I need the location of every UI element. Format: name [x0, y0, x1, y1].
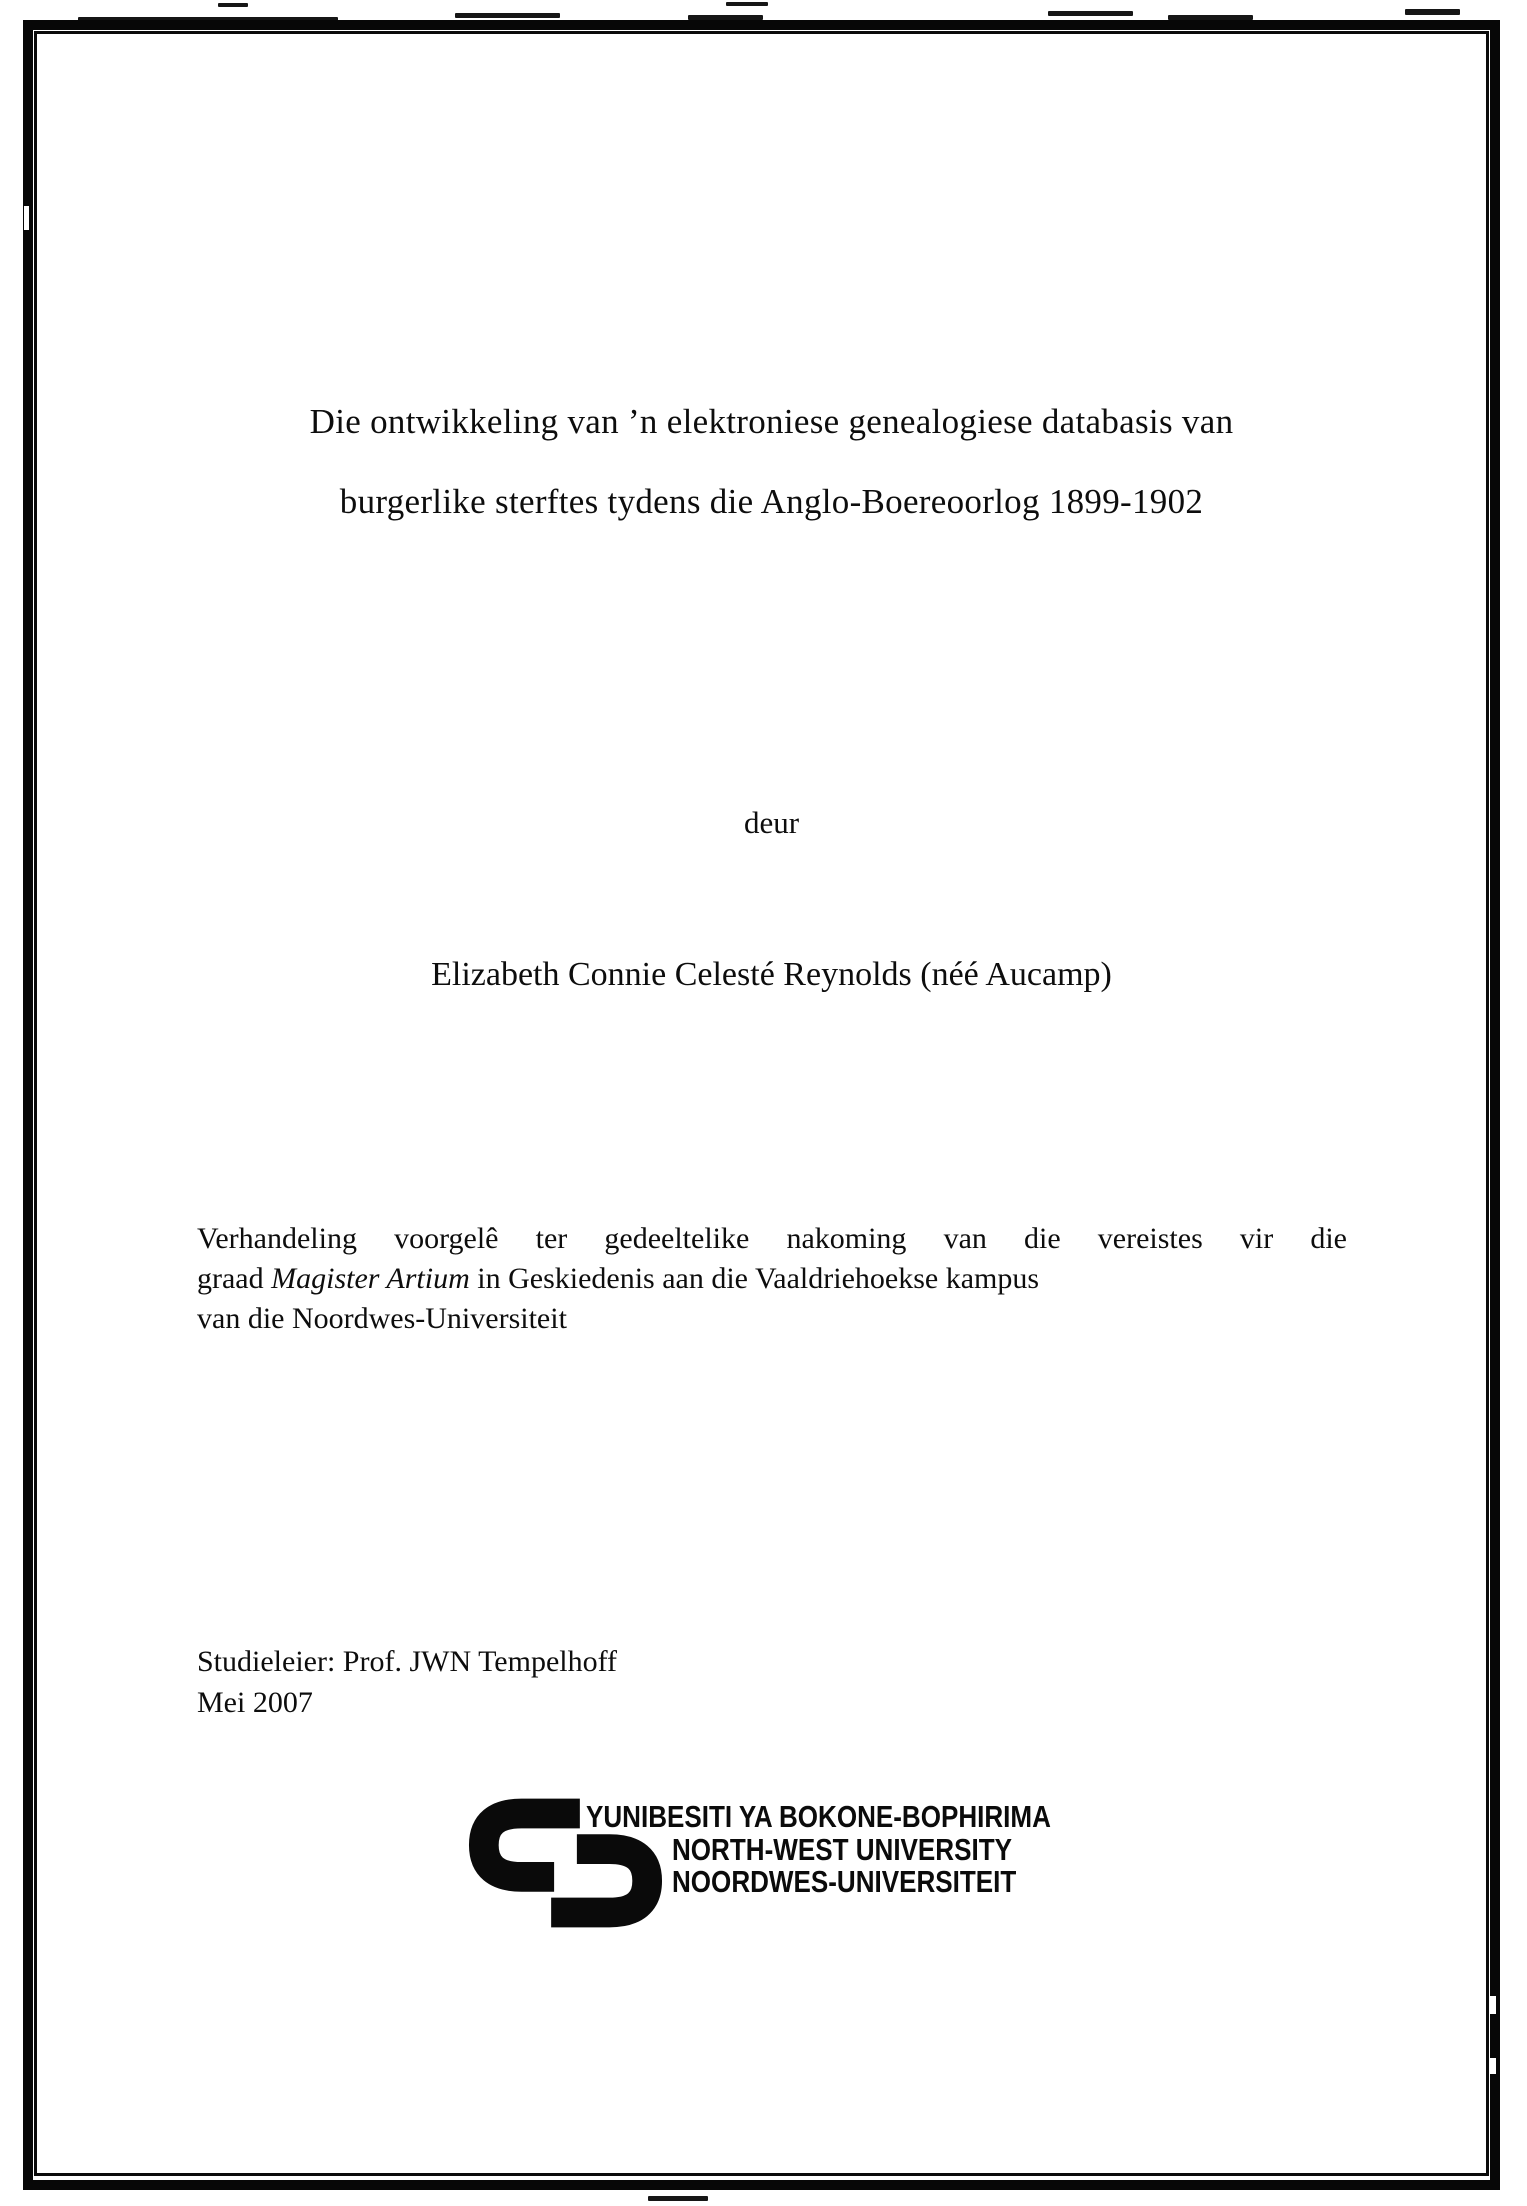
thesis-title-line-2: burgerlike sterftes tydens die Anglo-Boereoorlog 1899-1902 [339, 482, 1204, 521]
scan-artifact [24, 206, 29, 230]
supervisor-block [197, 1641, 617, 1723]
author-name: Elizabeth Connie Celesté Reynolds (néé Aucamp) [431, 956, 1112, 993]
statement-line-2 [197, 1259, 1347, 1299]
statement-line-3: van die Noordwes-Universiteit [197, 1302, 567, 1335]
thesis-title [8, 399, 1527, 525]
scan-artifact [1490, 1996, 1496, 2014]
statement-line-2-pre: graad [197, 1262, 272, 1295]
scan-artifact [218, 3, 248, 7]
university-logo [466, 1797, 1086, 1942]
supervisor-line: Studieleier: Prof. JWN Tempelhoff [197, 1645, 618, 1678]
scan-artifact [1405, 9, 1460, 15]
scan-artifact [726, 2, 768, 6]
statement-line-1: Verhandeling voorgelê ter gedeeltelike nakoming van die vereistes vir die [197, 1222, 1347, 1255]
degree-name: Magister Artium [271, 1262, 470, 1295]
logo-text-setswana: YUNIBESITI YA BOKONE-BOPHIRIMA [586, 1799, 1051, 1834]
scan-artifact [1048, 11, 1133, 16]
byline: deur [743, 805, 800, 840]
thesis-title-line-1: Die ontwikkeling van ’n elektroniese genealogiese databasis van [309, 402, 1234, 441]
scan-artifact [455, 13, 560, 18]
date-line: Mei 2007 [197, 1686, 313, 1719]
logo-text-english: NORTH-WEST UNIVERSITY [672, 1832, 1012, 1867]
scan-artifact [1490, 2058, 1496, 2074]
logo-text-afrikaans: NOORDWES-UNIVERSITEIT [672, 1864, 1017, 1899]
scan-artifact [648, 2196, 708, 2201]
statement-line-2-post: in Geskiedenis aan die Vaaldriehoekse kampus [469, 1262, 1040, 1295]
thesis-statement [197, 1219, 1347, 1339]
